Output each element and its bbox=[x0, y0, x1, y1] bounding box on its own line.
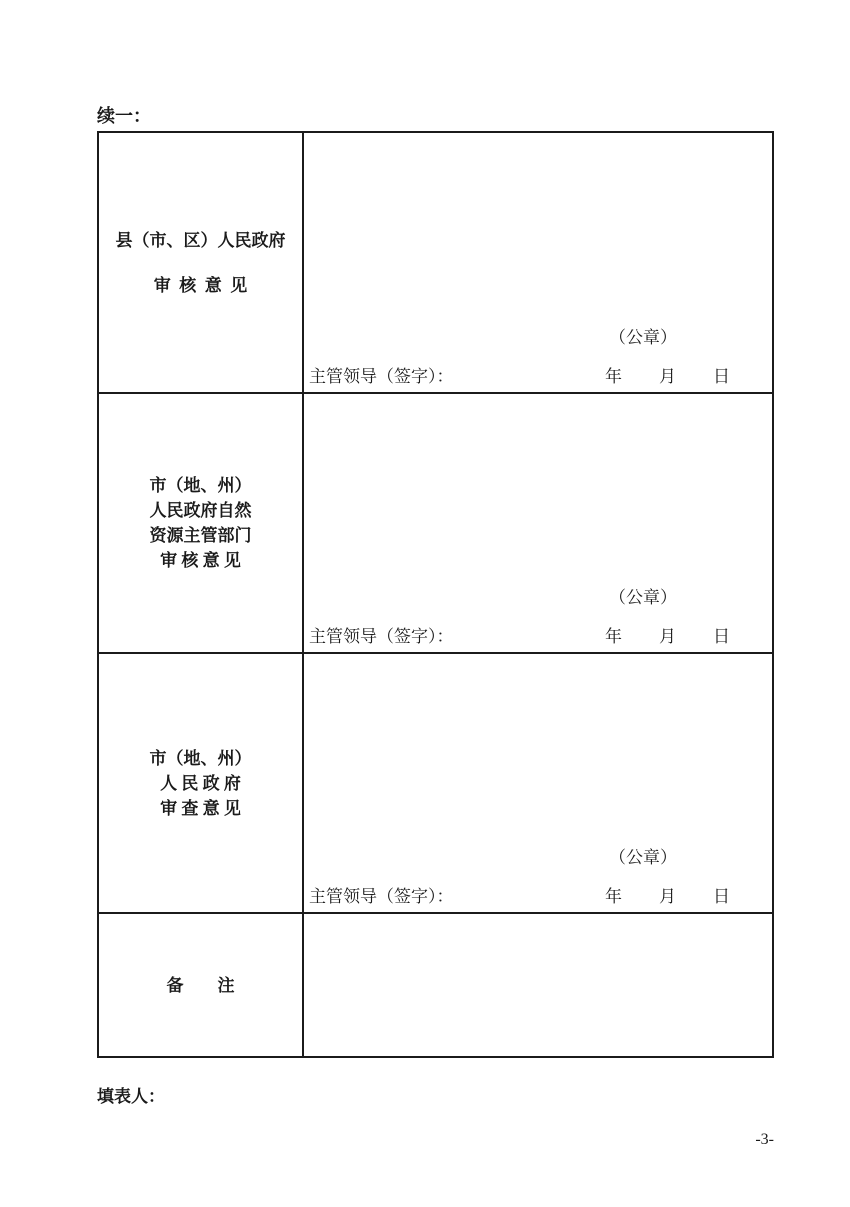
table-row-city-resource-dept-review bbox=[99, 392, 772, 652]
signature-line bbox=[309, 882, 772, 904]
form-filler-label: 填表人： bbox=[97, 1087, 165, 1106]
opinion-content-cell bbox=[302, 133, 772, 392]
remarks-content-cell bbox=[302, 914, 772, 1056]
row-header-remarks bbox=[99, 914, 302, 1056]
signature-label: 主管领导（签字）： bbox=[309, 887, 454, 906]
approval-opinions-table bbox=[97, 131, 774, 1058]
year-label: 年 bbox=[605, 887, 622, 906]
day-label: 日 bbox=[713, 367, 730, 386]
month-label: 月 bbox=[659, 367, 676, 386]
page-number: -3- bbox=[755, 1131, 774, 1148]
row-header-line: 资源主管部门 bbox=[149, 526, 252, 545]
row-header-city-govt bbox=[99, 654, 302, 912]
signature-label: 主管领导（签字）： bbox=[309, 627, 454, 646]
row-header-line: 市（地、州） bbox=[149, 748, 252, 768]
official-seal-placeholder: （公章） bbox=[609, 328, 677, 347]
row-header-line: 审 核 意 见 bbox=[153, 275, 248, 295]
table-row-county-govt-review bbox=[99, 133, 772, 392]
year-label: 年 bbox=[605, 367, 622, 386]
row-header-county-govt bbox=[99, 133, 302, 392]
continuation-label: 续一： bbox=[97, 106, 151, 126]
year-label: 年 bbox=[605, 627, 622, 646]
month-label: 月 bbox=[659, 627, 676, 646]
row-header-line: 审 查 意 见 bbox=[160, 798, 241, 818]
day-label: 日 bbox=[713, 627, 730, 646]
date-fields bbox=[605, 362, 730, 387]
signature-line bbox=[309, 362, 772, 384]
row-header-line: 县（市、区）人民政府 bbox=[115, 230, 286, 250]
day-label: 日 bbox=[713, 887, 730, 906]
official-seal-placeholder: （公章） bbox=[609, 848, 677, 867]
opinion-content-cell bbox=[302, 654, 772, 912]
date-fields bbox=[605, 882, 730, 907]
opinion-content-cell bbox=[302, 394, 772, 652]
signature-line bbox=[309, 622, 772, 644]
table-row-city-govt-examination bbox=[99, 652, 772, 912]
row-header-line: 市（地、州） bbox=[149, 476, 252, 495]
row-header-line: 审 核 意 见 bbox=[160, 551, 241, 570]
official-seal-placeholder: （公章） bbox=[609, 588, 677, 607]
month-label: 月 bbox=[659, 887, 676, 906]
date-fields bbox=[605, 622, 730, 647]
row-header-line: 人 民 政 府 bbox=[160, 773, 241, 793]
row-header-line: 人民政府自然 bbox=[149, 501, 252, 520]
table-row-remarks bbox=[99, 912, 772, 1056]
signature-label: 主管领导（签字）： bbox=[309, 367, 454, 386]
row-header-line: 备 注 bbox=[166, 975, 235, 995]
row-header-city-resource-dept bbox=[99, 394, 302, 652]
